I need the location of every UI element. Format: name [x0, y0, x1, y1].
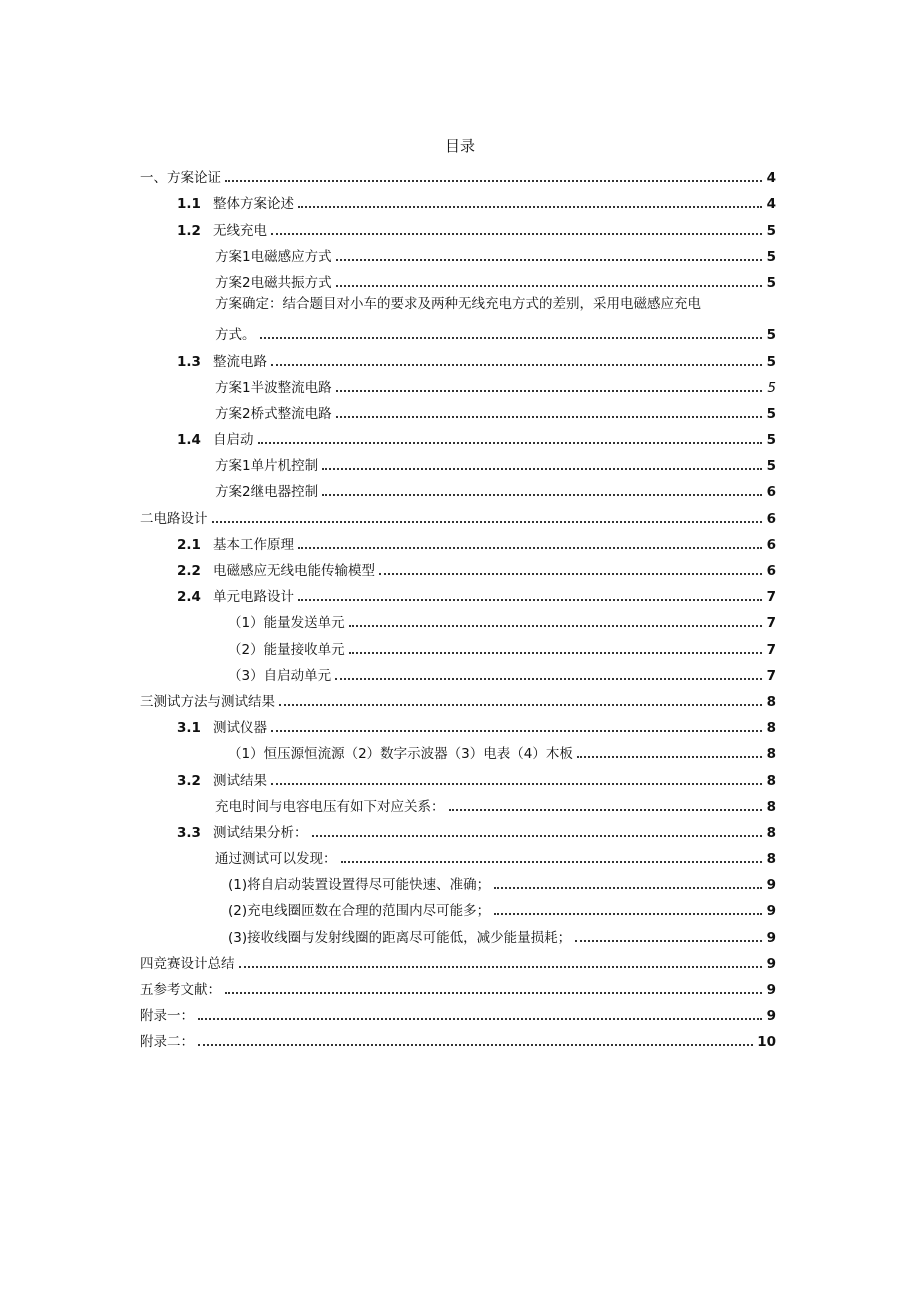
- leader-dots: [312, 823, 763, 837]
- toc-entry[interactable]: 方案2桥式整流电路 5: [215, 405, 776, 422]
- leader-dots: [225, 168, 762, 182]
- leader-dots: [198, 1032, 753, 1046]
- leader-dots: [494, 875, 762, 889]
- page-number: 5: [766, 353, 776, 370]
- toc-entry[interactable]: 附录一： 9: [140, 1008, 776, 1025]
- page-number: 5: [766, 432, 776, 449]
- leader-dots: [258, 430, 763, 444]
- section-number: 3.3: [177, 824, 201, 841]
- page-number: 5: [766, 458, 776, 475]
- page-number: 5: [766, 327, 776, 344]
- section-number: 1.2: [177, 222, 201, 239]
- page-number: 7: [766, 615, 776, 632]
- toc-entry[interactable]: 2.4 单元电路设计 7: [177, 589, 776, 606]
- page-number: 8: [766, 824, 776, 841]
- section-number: 3.2: [177, 772, 201, 789]
- toc-entry[interactable]: 1.4 自启动 5: [177, 432, 776, 449]
- page-number: 4: [766, 196, 776, 213]
- toc-entry[interactable]: (1)将自启动装置设置得尽可能快速、准确； 9: [228, 877, 776, 894]
- leader-dots: [336, 247, 762, 261]
- section-number: 1.4: [177, 432, 201, 449]
- section-number: 2.4: [177, 589, 201, 606]
- leader-dots: [449, 797, 763, 811]
- page-number: 7: [766, 667, 776, 684]
- page-number: 9: [766, 982, 776, 998]
- toc-entry[interactable]: 方式。 5: [215, 327, 776, 344]
- section-number: 1.1: [177, 196, 201, 213]
- toc-entry[interactable]: 二电路设计 6: [140, 510, 776, 527]
- leader-dots: [279, 692, 762, 706]
- leader-dots: [341, 849, 763, 863]
- section-number: 3.1: [177, 720, 201, 737]
- leader-dots: [271, 221, 762, 235]
- toc-entry[interactable]: （3）自启动单元 7: [228, 667, 776, 684]
- page-number: 9: [766, 929, 776, 946]
- leader-dots: [212, 509, 763, 523]
- toc-entry[interactable]: 2.1 基本工作原理 6: [177, 536, 776, 553]
- leader-dots: [322, 482, 762, 496]
- toc-entry[interactable]: （1）能量发送单元 7: [228, 615, 776, 632]
- toc-entry[interactable]: 方案1单片机控制 5: [215, 458, 776, 475]
- page-number: 9: [766, 1008, 776, 1025]
- page-number: 5: [766, 274, 776, 291]
- leader-dots: [349, 640, 762, 654]
- toc-entry[interactable]: 通过测试可以发现： 8: [215, 851, 776, 868]
- section-number: 2.2: [177, 563, 201, 579]
- leader-dots: [577, 744, 762, 758]
- leader-dots: [379, 561, 762, 575]
- toc-entry[interactable]: 3.3 测试结果分析： 8: [177, 824, 776, 841]
- toc-entry[interactable]: 四竞赛设计总结 9: [140, 955, 776, 972]
- leader-dots: [298, 194, 762, 208]
- toc-entry[interactable]: 方案2继电器控制 6: [215, 484, 776, 501]
- leader-dots: [271, 718, 762, 732]
- leader-dots: [239, 954, 763, 968]
- page-number: 7: [766, 589, 776, 606]
- toc-entry[interactable]: 方案2电磁共振方式 5: [215, 274, 776, 291]
- leader-dots: [271, 771, 762, 785]
- page-number: 5: [766, 222, 776, 239]
- leader-dots: [336, 273, 762, 287]
- leader-dots: [336, 378, 762, 392]
- toc-entry[interactable]: 方案1半波整流电路 5: [215, 379, 776, 396]
- toc-entry[interactable]: （2）能量接收单元 7: [228, 641, 776, 658]
- table-of-contents: [140, 160, 776, 1050]
- toc-entry[interactable]: 方案1电磁感应方式 5: [215, 248, 776, 265]
- leader-dots: [260, 325, 763, 339]
- leader-dots: [349, 613, 762, 627]
- leader-dots: [298, 535, 762, 549]
- leader-dots: [494, 901, 762, 915]
- toc-entry-wrapped-line[interactable]: 方案确定：结合题目对小车的要求及两种无线充电方式的差别，采用电磁感应充电: [215, 295, 701, 312]
- leader-dots: [298, 587, 762, 601]
- page-number: 8: [766, 720, 776, 737]
- page-number: 6: [766, 536, 776, 553]
- page-number: 7: [766, 641, 776, 658]
- toc-entry[interactable]: 3.1 测试仪器 8: [177, 720, 776, 737]
- toc-entry[interactable]: 2.2 电磁感应无线电能传输模型 6: [177, 563, 776, 579]
- section-number: 1.3: [177, 353, 201, 370]
- toc-title: 目录: [444, 137, 475, 155]
- leader-dots: [336, 404, 762, 418]
- page-number: 5: [766, 248, 776, 265]
- toc-entry[interactable]: 1.3 整流电路 5: [177, 353, 776, 370]
- page-number: 8: [766, 798, 776, 815]
- toc-entry[interactable]: 1.1 整体方案论述 4: [177, 196, 776, 213]
- toc-entry[interactable]: 三测试方法与测试结果 8: [140, 693, 776, 710]
- leader-dots: [335, 666, 762, 680]
- toc-entry[interactable]: 一、方案论证 4: [140, 170, 776, 187]
- page-number: 8: [766, 772, 776, 789]
- leader-dots: [322, 456, 762, 470]
- toc-entry[interactable]: 3.2 测试结果 8: [177, 772, 776, 789]
- page-number: 8: [766, 693, 776, 710]
- toc-entry[interactable]: 五参考文献： 9: [140, 982, 776, 998]
- page-number: 6: [766, 484, 776, 501]
- leader-dots: [198, 1006, 762, 1020]
- page-number: 8: [766, 851, 776, 868]
- page-number: 4: [766, 170, 776, 187]
- section-number: 2.1: [177, 536, 201, 553]
- page-number: 9: [766, 955, 776, 972]
- page-number: 6: [766, 510, 776, 527]
- toc-entry[interactable]: （1）恒压源恒流源（2）数字示波器（3）电表（4）木板 8: [228, 746, 776, 763]
- page-number: 5: [766, 405, 776, 422]
- toc-entry[interactable]: 附录二： 10: [140, 1034, 776, 1051]
- toc-entry[interactable]: 充电时间与电容电压有如下对应关系： 8: [215, 798, 776, 815]
- toc-entry[interactable]: (3)接收线圈与发射线圈的距离尽可能低，减少能量损耗； 9: [228, 929, 776, 946]
- page-number: 6: [766, 563, 776, 579]
- page-number: 10: [757, 1034, 776, 1051]
- leader-dots: [271, 352, 762, 366]
- leader-dots: [575, 928, 762, 942]
- page-number: 9: [766, 877, 776, 894]
- page-number: 8: [766, 746, 776, 763]
- leader-dots: [225, 980, 762, 994]
- toc-entry[interactable]: 1.2 无线充电 5: [177, 222, 776, 239]
- toc-entry[interactable]: (2)充电线圈匝数在合理的范围内尽可能多； 9: [228, 903, 776, 920]
- page-number: 9: [766, 903, 776, 920]
- page-number: 5: [767, 379, 776, 396]
